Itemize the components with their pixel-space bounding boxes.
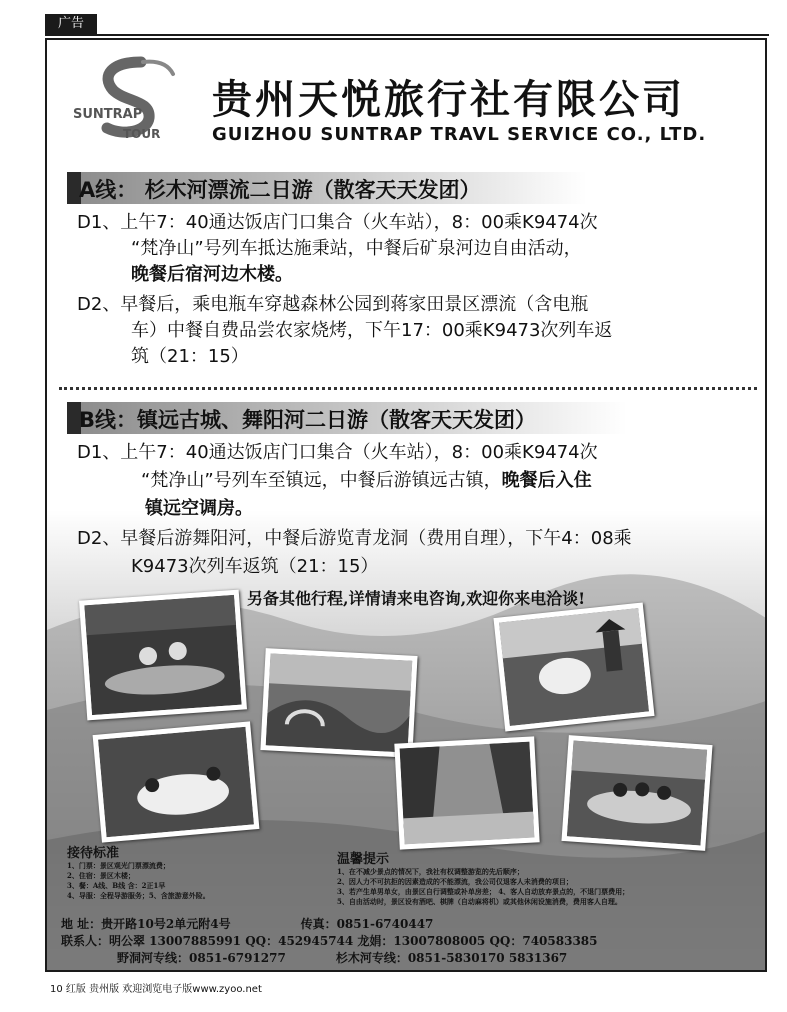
route-b-d1-line1: D1、上午7：40通达饭店门口集合（火车站），8：00乘K9474次 [77,442,598,463]
svg-text:TOUR: TOUR [123,127,161,141]
standards-item: 2、住宿：景区木楼； [67,871,135,880]
route-a-header [67,172,587,204]
contact-persons: 联系人：明公翠 13007885991 QQ：452945744 龙娟：13007808005 QQ：740583385 [61,934,598,948]
standards-item: 4、导服：全程导游服务；5、含旅游意外险。 [67,891,210,900]
shanmuhe-line: 杉木河专线：0851-5830170 5831367 [335,951,568,965]
rafting-photo-3 [561,735,712,851]
company-name-en: GUIZHOU SUNTRAP TRAVL SERVICE CO., LTD. [212,124,707,145]
route-a-d1-line2: “梵净山”号列车抵达施秉站，中餐后矿泉河边自由活动， [131,238,582,259]
section-divider [59,387,757,390]
yedonghe-line: 野洞河专线：0851-6791277 [117,951,286,965]
tips-item: 3、若产生单男单女，由景区自行调整或补单房差； 4、客人自动放弃景点的，不退门票费用； [337,887,630,896]
route-a-d2-line2: 车）中餐自费品尝农家烧烤，下午17：00乘K9473次列车返 [131,320,613,341]
river-gorge-photo [394,736,539,849]
tips-item: 5、自由活动时，景区设有酒吧、棋牌（自动麻将机）或其他休闲设施消费，费用客人自理。 [337,897,622,906]
route-b-d2-line2: K9473次列车返筑（21：15） [131,556,379,577]
standards-item: 3、餐：A线、B线 含：2正1早 [67,881,166,890]
tips-item: 1、在不减少景点的情况下，我社有权调整游览的先后顺序； [337,867,524,876]
fax: 传真：0851-6740447 [300,917,434,931]
standards-item: 1、门票：景区观光门票漂流费； [67,861,170,870]
suntrap-logo [71,56,189,142]
route-b-d1-line3: 镇远空调房。 [145,498,253,519]
ad-tag: 广告 [45,14,97,34]
header-rule [45,34,769,36]
route-a-title: A线： 杉木河漂流二日游（散客天天发团） [79,178,481,202]
ancient-bridge-photo [260,648,417,758]
inquiry-note: 另备其他行程,详情请来电咨询,欢迎你来电洽谈! [247,589,586,608]
tips-title: 温馨提示 [337,852,390,867]
service-standards [67,842,210,901]
route-a-d1-line3: 晚餐后宿河边木楼。 [131,264,293,285]
route-b-d2-line1: D2、早餐后游舞阳河，中餐后游览青龙洞（费用自理），下午4：08乘 [77,528,632,549]
page-footer: 10 红版 贵州版 欢迎浏览电子版www.zyoo.net [50,984,262,995]
route-b-header [67,402,627,434]
route-a-d2-line3: 筑（21：15） [131,346,249,367]
company-name-cn: 贵州天悦旅行社有限公司 [212,77,685,123]
rafting-photo-1 [79,590,247,721]
contact-info [61,916,598,967]
svg-text:SUNTRAP: SUNTRAP [73,107,143,122]
route-a-d1-line1: D1、上午7：40通达饭店门口集合（火车站），8：00乘K9474次 [77,212,598,233]
tips-item: 2、因人力不可抗拒的因素造成的不能漂流，我公司仅退客人未消费的项目； [337,877,573,886]
travel-tips [337,848,629,907]
route-b-title: B线：镇远古城、舞阳河二日游（散客天天发团） [79,408,537,432]
address: 地 址：贵开路10号2单元附4号 [61,917,231,931]
pagoda-waterfall-photo [493,602,654,731]
rafting-photo-2 [93,721,260,842]
route-a-d2-line1: D2、早餐后，乘电瓶车穿越森林公园到蒋家田景区漂流（含电瓶 [77,294,589,315]
route-b-d1-line2: “梵净山”号列车至镇远，中餐后游镇远古镇，晚餐后入住 [141,470,592,491]
ad-frame [45,38,767,972]
standards-title: 接待标准 [67,846,120,861]
